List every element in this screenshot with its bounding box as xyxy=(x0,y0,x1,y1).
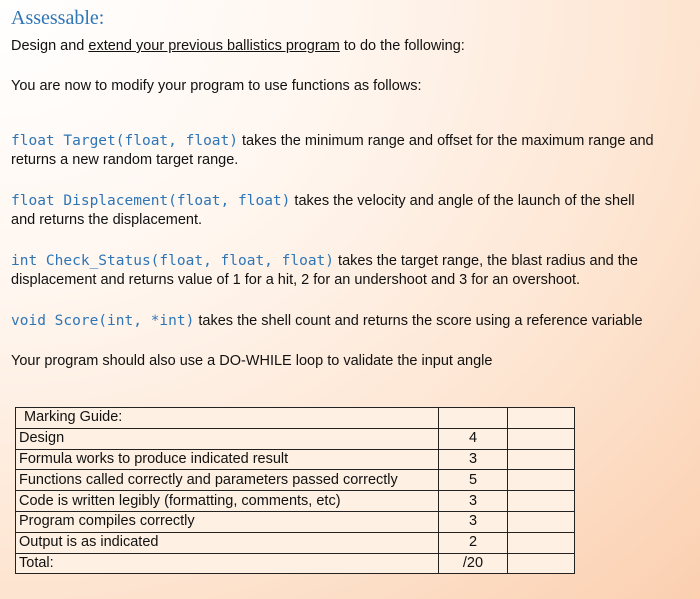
table-row xyxy=(16,470,575,491)
criterion-cell: Code is written legibly (formatting, comments, etc) xyxy=(16,491,439,512)
score-cell xyxy=(508,428,575,449)
instruction-line: You are now to modify your program to use functions as follows: xyxy=(11,78,422,94)
function-score-desc: takes the shell count and returns the score using a reference variable xyxy=(194,313,643,329)
intro-line xyxy=(11,36,465,56)
table-row xyxy=(16,532,575,553)
table-row xyxy=(16,408,575,429)
function-score-signature: void Score(int, *int) xyxy=(11,313,195,329)
marks-cell: 3 xyxy=(439,491,508,512)
table-row xyxy=(16,491,575,512)
function-displacement-signature: float Displacement(float, float) xyxy=(11,193,291,209)
marks-cell: 2 xyxy=(439,532,508,553)
function-displacement-desc: takes the velocity and angle of the launch of the shell xyxy=(290,193,635,209)
total-marks: /20 xyxy=(439,553,508,574)
table-row xyxy=(16,553,575,574)
marking-guide-table xyxy=(15,407,575,574)
table-row xyxy=(16,428,575,449)
loop-note: Your program should also use a DO-WHILE loop to validate the input angle xyxy=(11,353,493,369)
page-title: Assessable: xyxy=(11,7,105,29)
function-check-status-desc: takes the target range, the blast radius and the xyxy=(334,253,638,269)
marks-cell xyxy=(439,408,508,429)
function-target-desc: takes the minimum range and offset for the maximum range and xyxy=(238,133,654,149)
score-cell xyxy=(508,470,575,491)
score-cell xyxy=(508,532,575,553)
score-cell xyxy=(508,553,575,574)
intro-underlined-text: extend your previous ballistics program xyxy=(88,38,340,54)
criterion-cell: Formula works to produce indicated result xyxy=(16,449,439,470)
marking-guide-title: Marking Guide: xyxy=(16,408,439,429)
criterion-cell: Functions called correctly and parameters passed correctly xyxy=(16,470,439,491)
score-cell xyxy=(508,511,575,532)
total-label: Total: xyxy=(16,553,439,574)
function-target-signature: float Target(float, float) xyxy=(11,133,238,149)
function-displacement-line1 xyxy=(11,191,635,211)
function-check-status-line2: displacement and returns value of 1 for a hit, 2 for an undershoot and 3 for an overshoot. xyxy=(11,272,581,288)
function-target-line2: returns a new random target range. xyxy=(11,152,239,168)
criterion-cell: Design xyxy=(16,428,439,449)
function-displacement-line2: and returns the displacement. xyxy=(11,212,203,228)
intro-suffix: to do the following: xyxy=(339,38,465,54)
criterion-cell: Output is as indicated xyxy=(16,532,439,553)
score-cell xyxy=(508,449,575,470)
marks-cell: 4 xyxy=(439,428,508,449)
marks-cell: 3 xyxy=(439,511,508,532)
table-row xyxy=(16,511,575,532)
score-cell xyxy=(508,491,575,512)
function-check-status-line1 xyxy=(11,251,638,271)
marks-cell: 3 xyxy=(439,449,508,470)
function-score-line1 xyxy=(11,311,643,331)
table-row xyxy=(16,449,575,470)
function-target-line1 xyxy=(11,131,654,151)
score-cell xyxy=(508,408,575,429)
criterion-cell: Program compiles correctly xyxy=(16,511,439,532)
marks-cell: 5 xyxy=(439,470,508,491)
intro-prefix: Design and xyxy=(11,38,89,54)
function-check-status-signature: int Check_Status(float, float, float) xyxy=(11,253,335,269)
